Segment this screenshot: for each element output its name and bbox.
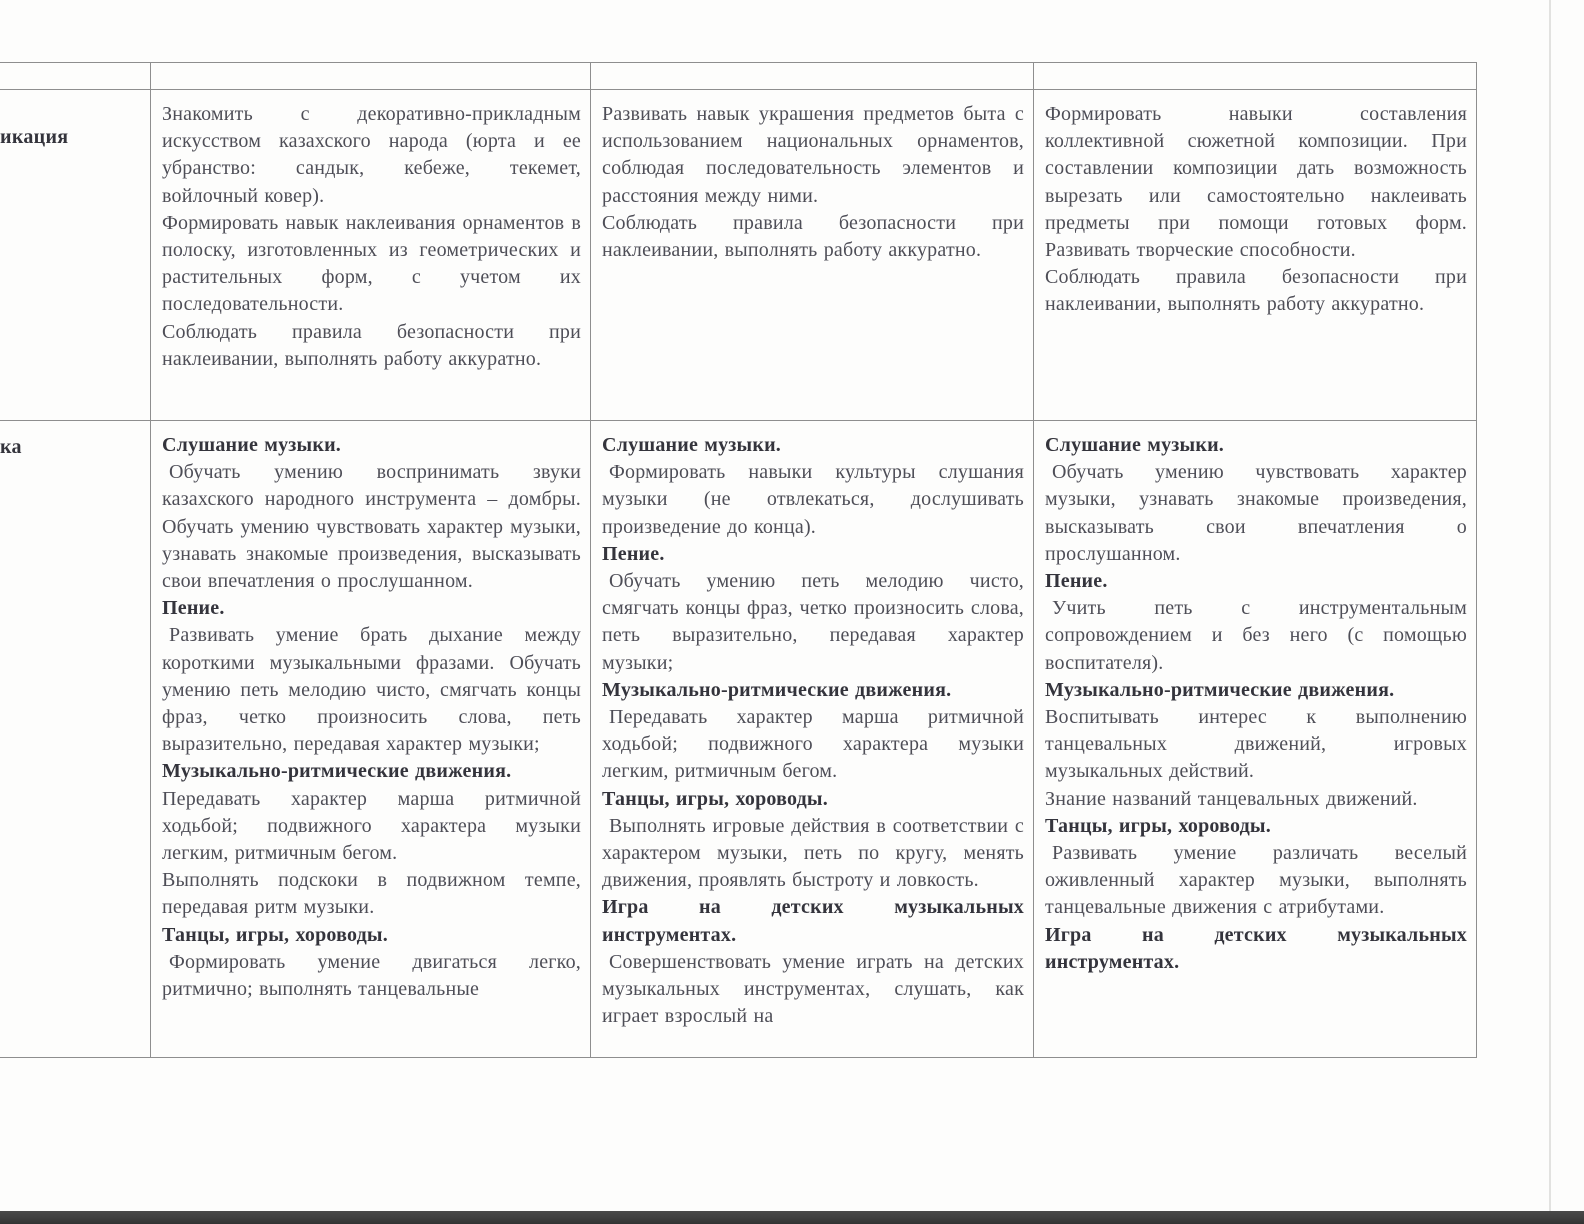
section-heading: Пение. — [162, 597, 225, 620]
table-header-cell — [590, 63, 1033, 90]
section-heading: Слушание музыки. — [602, 434, 781, 456]
paragraph: Воспитывать интерес к выполнению танцевальных движений, игровых музыкальных действий. — [1045, 706, 1467, 783]
row-label-text: ка — [0, 436, 22, 458]
paragraph: Развивать умение брать дыхание между короткими музыкальными фразами. Обучать умению петь мелодию чисто, смягчать концы фраз, четко произносить слова, петь выразительно, передавая характер музыки; — [162, 624, 581, 756]
section-heading: Пение. — [1045, 570, 1108, 593]
table-cell — [150, 90, 590, 421]
table-header-cell — [1033, 63, 1476, 90]
section-heading: Слушание музыки. — [162, 434, 341, 456]
section-heading: Музыкально-ритмические движения. — [602, 678, 952, 701]
section-heading: Танцы, игры, хороводы. — [1045, 814, 1271, 837]
paragraph: Учить петь с инструментальным сопровождением и без него (с помощью воспитателя). — [1045, 597, 1467, 674]
paragraph: Соблюдать правила безопасности при наклеивании, выполнять работу аккуратно. — [1045, 266, 1467, 316]
paragraph: Знание названий танцевальных движений. — [1045, 787, 1418, 810]
row-label — [0, 90, 150, 421]
table-cell — [590, 90, 1033, 421]
section-heading: Игра на детских музыкальных инструментах. — [1045, 923, 1467, 973]
paragraph: Соблюдать правила безопасности при наклеивании, выполнять работу аккуратно. — [162, 320, 581, 370]
paragraph: Передавать характер марша ритмичной ходьбой; подвижного характера музыки легким, ритмичным бегом. — [602, 706, 1024, 783]
table-cell — [1033, 421, 1476, 1057]
paragraph: Выполнять игровые действия в соответствии с характером музыки, петь по кругу, менять движения, проявлять быстроту и ловкость. — [602, 814, 1024, 892]
page-edge-line — [1549, 0, 1551, 1211]
paragraph: Обучать умению петь мелодию чисто, смягчать концы фраз, четко произносить слова, петь выразительно, передавая характер музыки; — [602, 570, 1024, 674]
curriculum-table — [0, 62, 1477, 1058]
paragraph: Формировать навыки культуры слушания музыки (не отвлекаться, дослушивать произведение до конца). — [602, 461, 1024, 538]
table-header-cell — [0, 63, 150, 90]
section-heading: Музыкально-ритмические движения. — [162, 760, 512, 783]
paragraph: Обучать умению чувствовать характер музыки, узнавать знакомые произведения, высказывать свои впечатления о прослушанном. — [1045, 461, 1467, 565]
section-heading: Игра на детских музыкальных инструментах. — [602, 896, 1024, 946]
paragraph: Передавать характер марша ритмичной ходьбой; подвижного характера музыки легким, ритмичным бегом. — [162, 787, 581, 865]
section-heading: Танцы, игры, хороводы. — [602, 787, 828, 810]
table-cell — [150, 421, 590, 1057]
paragraph: Обучать умению воспринимать звуки казахского народного инструмента – домбры. Обучать умению чувствовать характер музыки, узнавать знакомые произведения, высказывать свои впечатления о прослушанном. — [162, 461, 581, 593]
table-cell — [1033, 90, 1476, 421]
paragraph: Формировать умение двигаться легко, ритмично; выполнять танцевальные — [162, 950, 581, 1001]
section-heading: Танцы, игры, хороводы. — [162, 923, 388, 946]
row-label — [0, 421, 150, 1057]
table-cell — [590, 421, 1033, 1057]
section-heading: Пение. — [602, 542, 665, 565]
section-heading: Музыкально-ритмические движения. — [1045, 678, 1395, 701]
paragraph: Формировать навык наклеивания орнаментов в полоску, изготовленных из геометрических и растительных форм, с учетом их последовательности. — [162, 211, 581, 316]
paragraph: Развивать умение различать веселый оживленный характер музыки, выполнять танцевальные движения с атрибутами. — [1045, 842, 1467, 919]
paragraph: Выполнять подскоки в подвижном темпе, передавая ритм музыки. — [162, 869, 581, 919]
paragraph: Развивать навык украшения предметов быта с использованием национальных орнаментов, соблюдая последовательность элементов и расстояния между ними. — [602, 103, 1024, 207]
paragraph: Знакомить с декоративно-прикладным искусством казахского народа (юрта и ее убранство: сандык, кебеже, текемет, войлочный ковер). — [162, 103, 581, 207]
paragraph: Соблюдать правила безопасности при наклеивании, выполнять работу аккуратно. — [602, 211, 1024, 262]
paragraph: Совершенствовать умение играть на детских музыкальных инструментах, слушать, как играет взрослый на — [602, 950, 1024, 1028]
paragraph: Формировать навыки составления коллективной сюжетной композиции. При составлении композиции дать возможность вырезать или самостоятельно наклеивать предметы при помощи готовых форм. Развивать творческие способности. — [1045, 103, 1467, 262]
section-heading: Слушание музыки. — [1045, 434, 1224, 456]
row-label-text: икация — [0, 126, 69, 148]
table-header-cell — [150, 63, 590, 90]
bottom-taskbar-strip — [0, 1211, 1584, 1224]
